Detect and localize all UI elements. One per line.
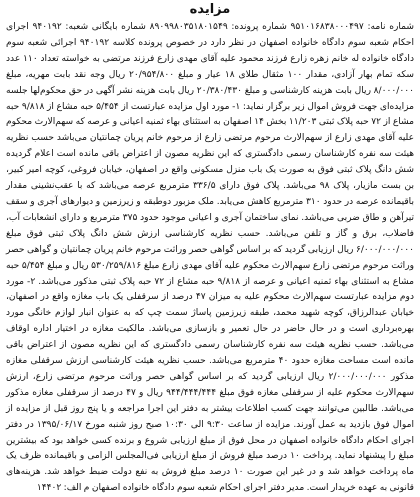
notice-body: شماره نامه: ۹۵۱۰۱۶۸۳۸۰۰۰۴۹۷ شماره پرونده: ۸۹۰۹۹۸۰۳۵۱۸۰۱۵۴۹ شماره بایگانی شعبه: ۹۴۰۱۹۲ اجرای احکام شعبه سوم دادگاه خانواده اصفهان در نظر دارد در خصوص پرونده کلاسه ۹۴۰۱۹۲ اجرائی شعبه سوم دادگاه خانواده له خانم زهره زارع فرزند محمود علیه آقای مهدی زارع فرزند مرتضی به خواسته تعداد ۱۱۰ عدد سکه تمام بهار آزادی، مقدار ۱۰۰ مثقال طلای ۱۸ عیار و مبلغ ۲۰/۹۵۴/۸۰۰ ریال وجه نقد بابت مهریه، مبلغ ۸/۰۰۰/۰۰۰ ریال بابت هزینه کارشناسی و مبلغ ۲۰/۳۸۰/۴۳۰ ریال بابت هزینه نشر آگهی در حق محکوم‌لها جلسه مزایده‌ای جهت فروش اموال زیر برگزار نماید: ۱- مورد اول مزایده عبارتست از ۵/۴۵۴ حبه مشاع از ۹/۸۱۸ حبه مشاع از ۷۲ حبه پلاک ثبتی ۱۱/۲۰۳ بخش ۱۴ اصفهان به استثنای بهاء ثمنیه اعیانی و عرصه که سهم‌الارث محکوم علیه آقای مهدی زارع از سهم‌الارث مرحوم مرتضی زارع از مرحوم خانم پریان چمانتیان می‌باشد حسب نظریه هیئت سه نفره کارشناسان رسمی دادگستری که این نظریه مصون از اعتراض باقی مانده است اعلام گردیده شش دانگ پلاک ثبتی فوق به صورت یک باب منزل مسکونی واقع در اصفهان، خیابان فروغی، کوچه امیر کبیر، بن بست مازیار، پلاک ۹۸ می‌باشد. پلاک فوق دارای ۳۳۶/۵ مترمربع عرصه می‌باشد که با عقب‌نشینی مقدار باقیمانده عرصه در حدود ۳۱۰ مترمربع کاهش می‌یابد. ملک مزبور دوطبقه و زیرزمین و دیوارهای آجری و سقف تیرآهن و طاق ضربی می‌باشد. نمای ساختمان آجری و اعیانی موجود حدود ۳۷۵ مترمربع و دارای انشعابات آب، فاضلاب، برق و گاز و تلفن می‌باشد. حسب نظریه کارشناسی ارزش شش دانگ پلاک ثبتی فوق مبلغ ۶/۰۰۰/۰۰۰/۰۰۰ ریال ارزیابی گردید که بر اساس گواهی حصر وراثت مرحوم خانم پریان چمانتیان و گواهی حصر وراثت مرحوم مرتضی زارع سهم‌الارث محکوم علیه آقای مهدی زارع مبلغ ۵۳۰/۲۵۹/۸۱۶ ریال و مبلغ ۵/۴۵۴ حبه مشاع به استثنای بهاء ثمنیه اعیانی و عرصه از ۹/۸۱۸ حبه مشاع از ۷۲ حبه پلاک ثبتی مذکور می‌باشد. ۲- مورد دوم مزایده عبارتست سهم‌الارث محکوم علیه به میزان ۴۷ درصد از سرقفلی یک باب مغازه واقع در اصفهان، خیابان عبدالرزاق، کوچه شهید محمد، طبقه زیرزمین پاساژ سمت چپ که به عنوان انبار لوازم خانگی مورد بهره‌برداری است و در حال حاضر در حال تعمیر و بازسازی می‌باشد. مالکیت مغازه در اختیار اداره اوقاف می‌باشد. حسب نظریه هیئت سه نفره کارشناسان رسمی دادگستری که این نظریه مصون از اعتراض باقی مانده است مساحت مغازه حدود ۴۰ مترمربع می‌باشد. حسب نظریه هیئت کارشناسی ارزش سرقفلی مغازه مذکور ۲/۰۰۰/۰۰۰/۰۰۰ ریال ارزیابی گردید که بر اساس گواهی حصر وراثت مرحوم مرتضی زارع، ارزش سهم‌الارث محکوم علیه از سرقفلی مغازه فوق مبلغ ۹۴۴/۴۴۴/۴۴۴ ریال و ۴۷ درصد از سرقفلی مغازه مذکور می‌باشد. طالبین می‌توانند جهت کسب اطلاعات بیشتر به دفتر این اجرا مراجعه و یا پنج روز قبل از مزایده از اموال فوق بازدید به عمل آورند. مزایده از ساعت ۹:۳۰ الی ۱۰:۳۰ صبح روز شنبه مورخ ۱۳۹۵/۰۶/۱۷ در دفتر اجرای احکام دادگاه خانواده اصفهان در محل فوق از مبلغ ارزیابی شروع و برنده کسی خواهد بود که بیشترین مبلغ را پیشنهاد نماید. پرداخت ۱۰ درصد مبلغ فروش از مبلغ ارزیابی فی‌المجلس الزامی و باقیمانده ظرف یک ماه پرداخت خواهد شد و در غیر این صورت ۱۰ درصد مبلغ فروش به نفع دولت ضبط خواهد شد. هزینه‌های قانونی به عهده خریدار است. مدیر دفتر اجرای احکام شعبه سوم دادگاه خانواده اصفهان م الف: ۱۴۴۰۲ — [6, 22, 415, 494]
notice-title: مزایده — [189, 2, 231, 17]
